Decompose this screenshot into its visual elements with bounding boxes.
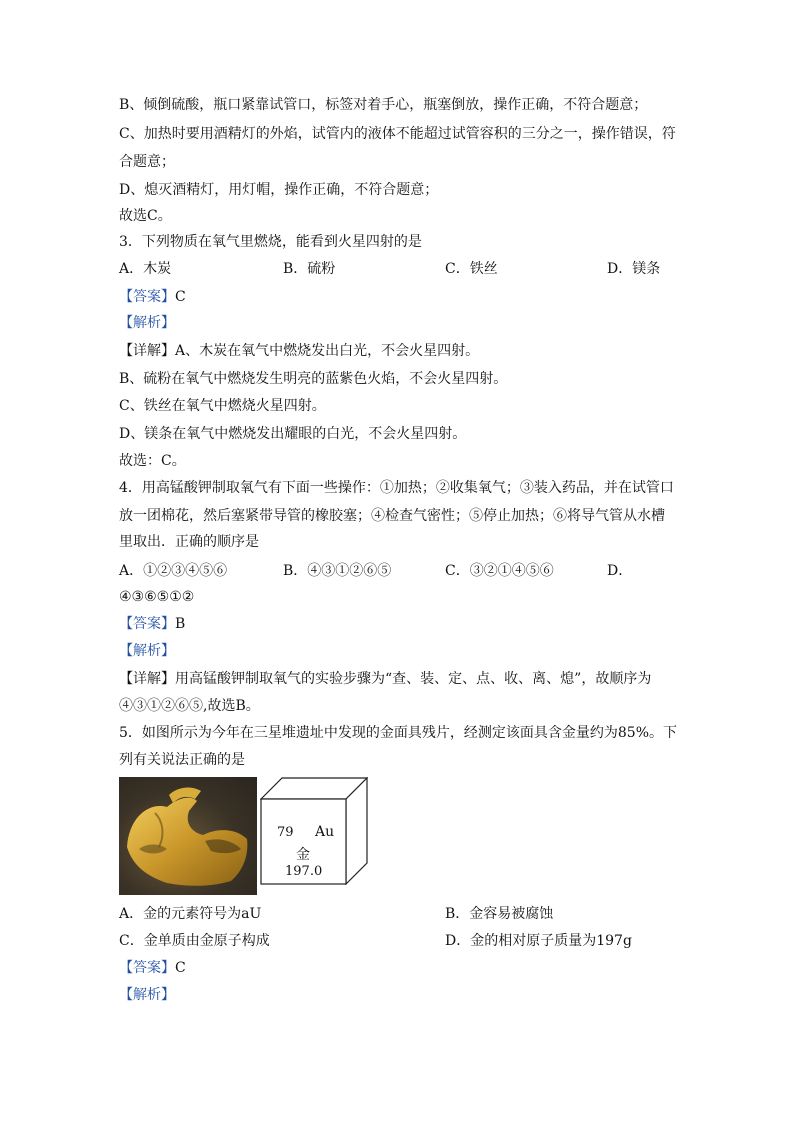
text-line: 合题意；	[119, 154, 175, 170]
q4-detail-line	[119, 669, 651, 689]
q5-option-d: D．金的相对原子质量为197g	[445, 933, 632, 949]
q3-option-b: B．硫粉	[283, 261, 336, 277]
element-atomic-mass: 197.0	[285, 864, 323, 879]
q3-detail-line	[119, 341, 479, 361]
q3-option-d: D．镁条	[607, 261, 661, 277]
q3-detail-line: C、铁丝在氧气中燃烧火星四射。	[119, 398, 326, 414]
q3-detail-line: 故选：C。	[119, 453, 186, 469]
q5-option-c: C．金单质由金原子构成	[119, 933, 270, 949]
element-atomic-number: 79	[277, 825, 294, 840]
answer-value: C	[175, 289, 186, 305]
q5-option-b: B．金容易被腐蚀	[445, 906, 554, 922]
q3-option-c: C．铁丝	[445, 261, 498, 277]
detail-text: A、木炭在氧气中燃烧发出白光，不会火星四射。	[175, 343, 480, 359]
question-4-stem: 里取出．正确的顺序是	[119, 534, 259, 550]
question-5-stem: 列有关说法正确的是	[119, 752, 245, 768]
question-5-stem: 5．如图所示为今年在三星堆遗址中发现的金面具残片，经测定该面具含金量约为85%。下	[119, 725, 678, 741]
answer-value: B	[175, 616, 186, 632]
answer-tag: 【答案】	[119, 289, 175, 305]
text-line: D、熄灭酒精灯，用灯帽，操作正确，不符合题意；	[119, 182, 439, 198]
element-name: 金	[296, 847, 310, 863]
q3-analysis-tag	[119, 313, 175, 333]
q5-option-a: A．金的元素符号为aU	[119, 906, 262, 922]
q5-answer	[119, 958, 186, 978]
q4-option-b: B．④③①②⑥⑤	[283, 563, 392, 579]
analysis-tag: 【解析】	[119, 643, 175, 659]
q4-option-c: C．③②①④⑤⑥	[445, 563, 554, 579]
element-symbol: Au	[315, 824, 335, 840]
question-4-stem: 放一团棉花，然后塞紧带导管的橡胶塞；④检查气密性；⑤停止加热；⑥将导气管从水槽	[119, 508, 665, 524]
q4-answer	[119, 614, 185, 634]
text-line: 故选C。	[119, 208, 172, 224]
analysis-tag: 【解析】	[119, 315, 175, 331]
q3-option-a: A．木炭	[119, 261, 172, 277]
text-line: C、加热时要用酒精灯的外焰，试管内的液体不能超过试管容积的三分之一，操作错误，符	[119, 126, 676, 142]
detail-tag: 【详解】	[119, 671, 175, 687]
answer-value: C	[175, 960, 186, 976]
q4-option-d-content: ④③⑥⑤①②	[119, 589, 195, 605]
analysis-tag: 【解析】	[119, 987, 175, 1003]
gold-mask-photo	[119, 777, 257, 895]
question-3-stem: 3．下列物质在氧气里燃烧，能看到火星四射的是	[119, 234, 422, 250]
q5-analysis-tag	[119, 985, 175, 1005]
gold-mask-image	[119, 777, 257, 895]
q4-analysis-tag	[119, 641, 175, 661]
q4-option-d: D．	[607, 563, 633, 579]
q4-option-a: A．①②③④⑤⑥	[119, 563, 228, 579]
question-4-stem: 4．用高锰酸钾制取氧气有下面一些操作：①加热；②收集氧气；③装入药品，并在试管口	[119, 480, 674, 496]
q3-answer	[119, 287, 186, 307]
answer-tag: 【答案】	[119, 616, 175, 632]
detail-text: 用高锰酸钾制取氧气的实验步骤为“查、装、定、点、收、离、熄”，故顺序为	[175, 671, 652, 687]
gold-element-card	[260, 777, 368, 885]
text-line: B、倾倒硫酸，瓶口紧靠试管口，标签对着手心，瓶塞倒放，操作正确，不符合题意；	[119, 97, 648, 113]
q4-detail-line: ④③①②⑥⑤,故选B。	[119, 698, 260, 714]
answer-tag: 【答案】	[119, 960, 175, 976]
detail-tag: 【详解】	[119, 343, 175, 359]
q3-detail-line: D、镁条在氧气中燃烧发出耀眼的白光，不会火星四射。	[119, 426, 467, 442]
q3-detail-line: B、硫粉在氧气中燃烧发生明亮的蓝紫色火焰，不会火星四射。	[119, 371, 508, 387]
